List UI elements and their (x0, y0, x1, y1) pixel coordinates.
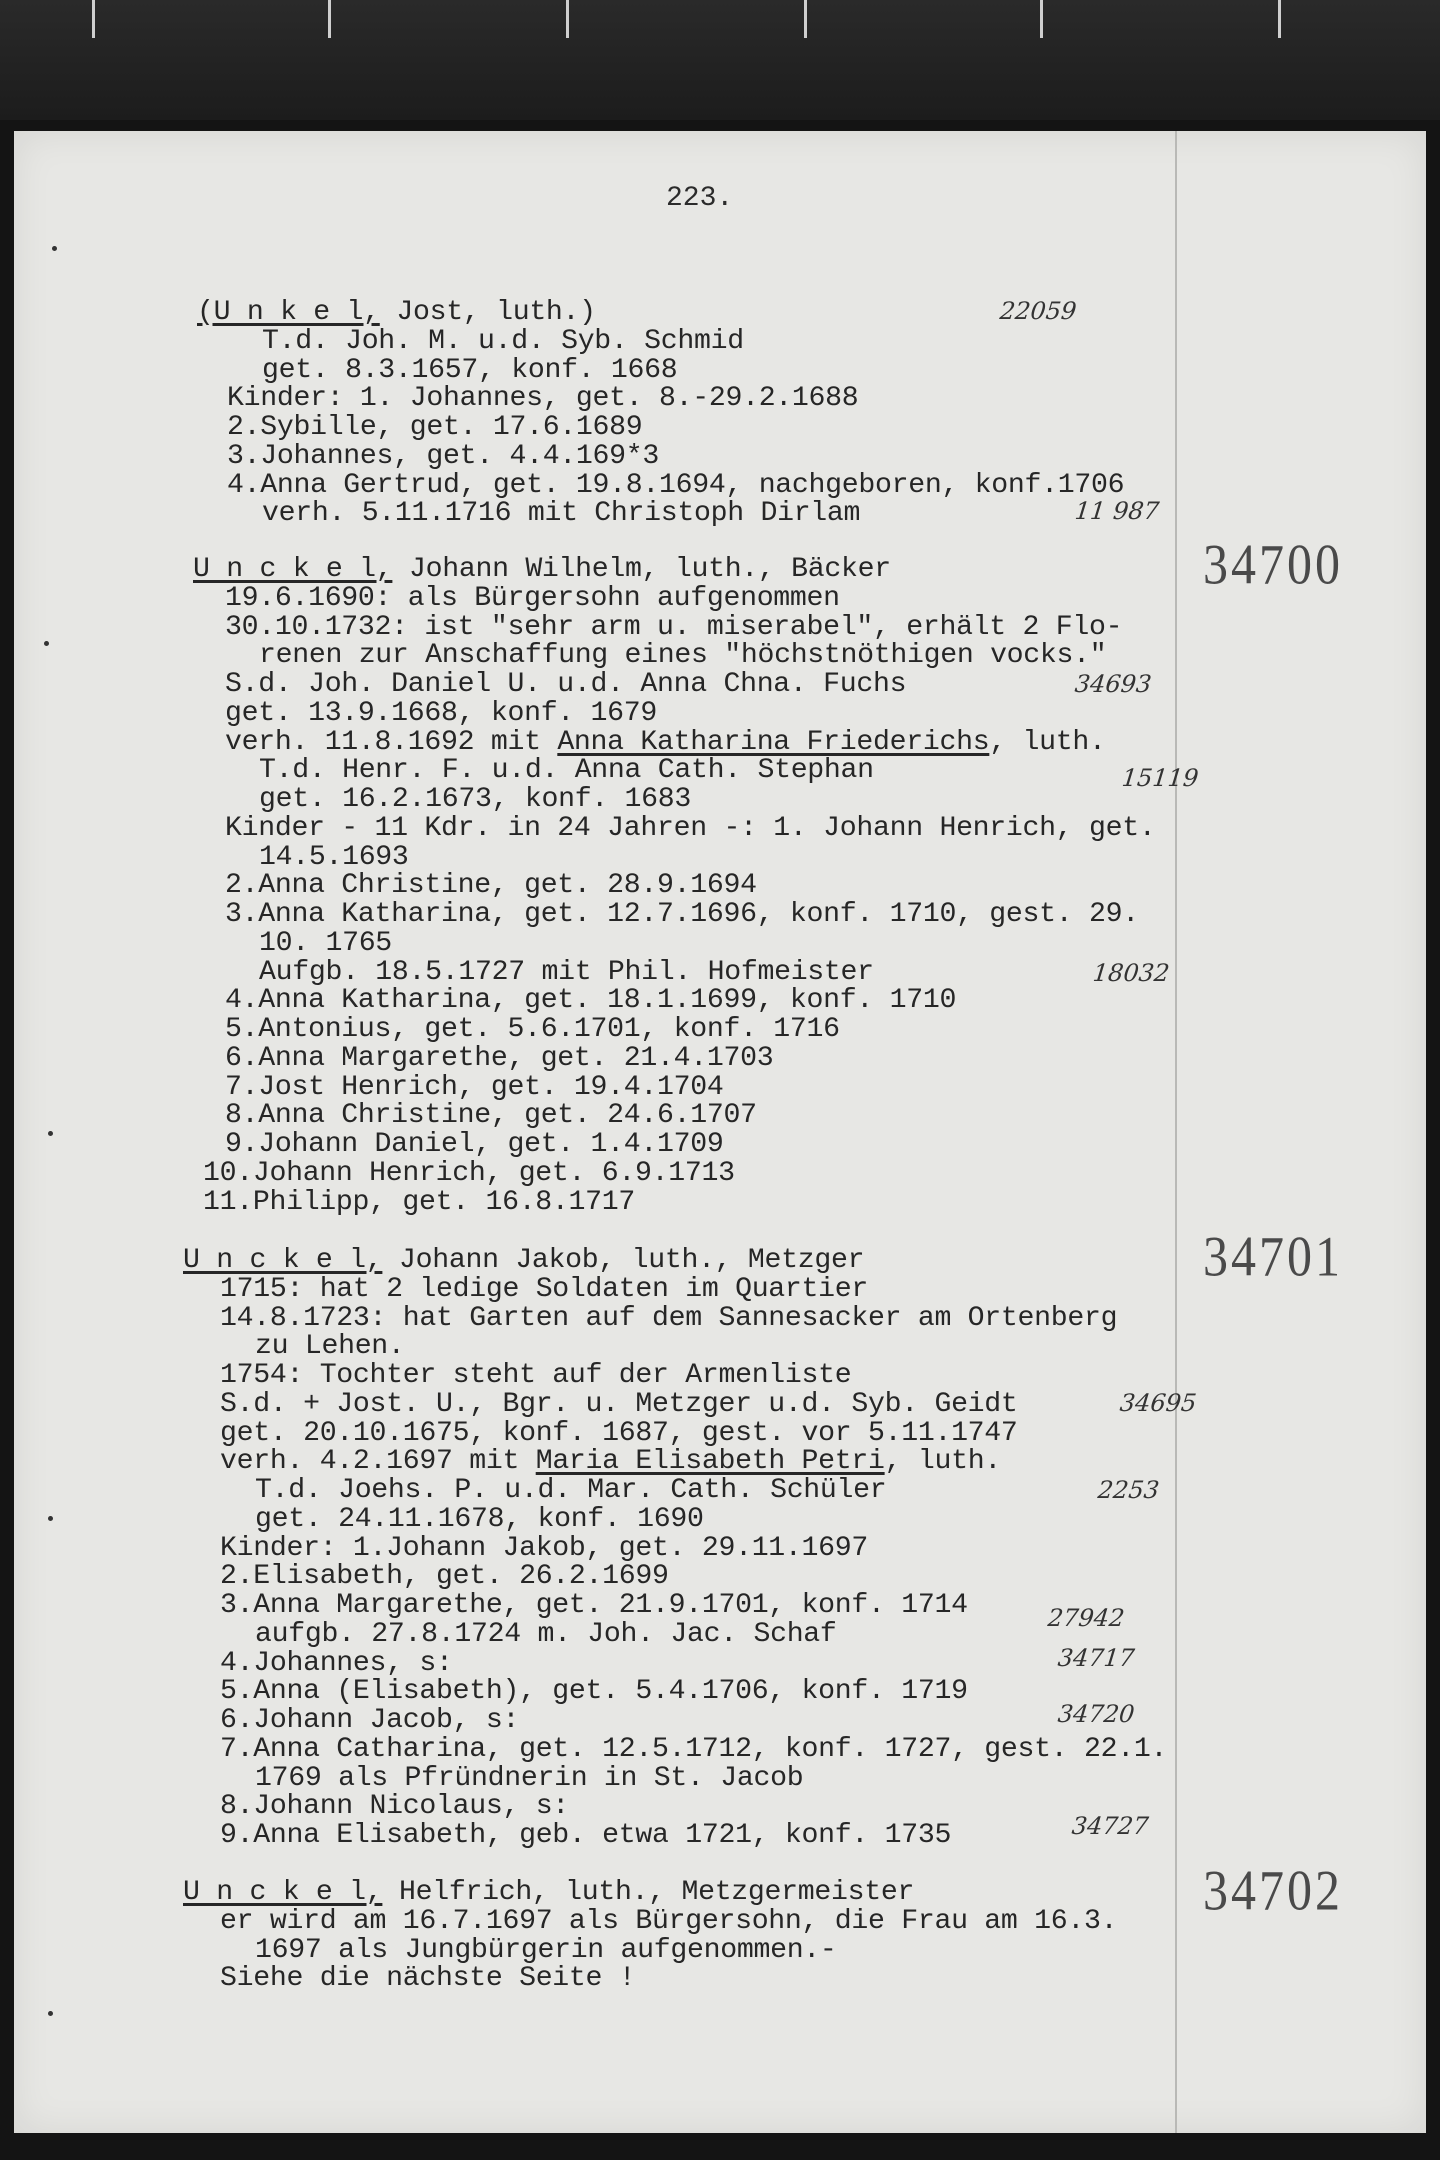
entry-line: Siehe die nächste Seite ! (220, 1963, 636, 1995)
entry-text: verh. 4.2.1697 mit (220, 1446, 536, 1478)
record-number-stamp: 34702 (1203, 1857, 1343, 1923)
entry-line: S.d. + Jost. U., Bgr. u. Metzger u.d. Syb. Geidt (220, 1388, 1018, 1420)
handwritten-reference-number: 34717 (1056, 1644, 1136, 1672)
punch-mark (44, 641, 49, 646)
entry-line: 5.Antonius, get. 5.6.1701, konf. 1716 (225, 1014, 840, 1045)
entry-text: Johann Jakob, luth., Metzger (382, 1245, 865, 1276)
entry-line: 6.Johann Jacob, s: (220, 1705, 520, 1736)
entry-line: 1715: hat 2 ledige Soldaten im Quartier (220, 1273, 868, 1305)
handwritten-reference-number: 18032 (1091, 959, 1171, 987)
handwritten-reference-number: 34720 (1056, 1700, 1136, 1728)
handwritten-reference-number: 34727 (1070, 1812, 1150, 1840)
entry-line: get. 20.10.1675, konf. 1687, gest. vor 5.11.1747 (220, 1417, 1018, 1449)
entry-line: 10. 1765 (259, 927, 392, 959)
punch-mark (52, 246, 57, 251)
entry-line: T.d. Joehs. P. u.d. Mar. Cath. Schüler (255, 1475, 887, 1506)
entry-line: 5.Anna (Elisabeth), get. 5.4.1706, konf. 1719 (220, 1676, 968, 1708)
entry-heading (183, 1247, 864, 1275)
handwritten-reference-number: 34695 (1118, 1389, 1198, 1417)
entry-line: 9.Anna Elisabeth, geb. etwa 1721, konf. 1735 (220, 1820, 952, 1851)
page-number: 223. (666, 183, 734, 214)
underlined-name: U n c k e l, (183, 1877, 383, 1908)
entry-line: 2.Anna Christine, get. 28.9.1694 (225, 870, 757, 902)
entry-text: verh. 11.8.1692 mit (225, 726, 558, 758)
entry-line: 1754: Tochter steht auf der Armenliste (220, 1360, 852, 1391)
entry-line: 7.Jost Henrich, get. 19.4.1704 (225, 1071, 724, 1103)
entry-line (225, 726, 1106, 758)
entry-line: 3.Anna Margarethe, get. 21.9.1701, konf. 1714 (220, 1590, 968, 1621)
entry-heading (193, 556, 891, 584)
entry-line: er wird am 16.7.1697 als Bürgersohn, die Frau am 16.3. (220, 1905, 1118, 1937)
entry-line: 2.Sybille, get. 17.6.1689 (227, 412, 643, 443)
handwritten-reference-number: 27942 (1046, 1604, 1126, 1632)
entry-line: 7.Anna Catharina, get. 12.5.1712, konf. 1727, gest. 22.1. (220, 1733, 1168, 1765)
border-mark (566, 0, 569, 38)
record-number-stamp: 34701 (1203, 1223, 1343, 1289)
entry-heading (183, 1879, 914, 1907)
handwritten-reference-number: 2253 (1096, 1476, 1161, 1504)
entry-line: 9.Johann Daniel, get. 1.4.1709 (225, 1129, 724, 1160)
entry-text: Helfrich, luth., Metzgermeister (382, 1877, 915, 1908)
entry-line: 10.Johann Henrich, get. 6.9.1713 (203, 1157, 735, 1189)
entry-line: 2.Elisabeth, get. 26.2.1699 (220, 1561, 669, 1593)
entry-line: 1697 als Jungbürgerin aufgenommen.- (255, 1934, 837, 1966)
entry-line: 8.Johann Nicolaus, s: (220, 1791, 569, 1823)
underlined-name: U n c k e l, (183, 1245, 383, 1276)
handwritten-reference-number: 15119 (1120, 764, 1200, 792)
entry-line: get. 24.11.1678, konf. 1690 (255, 1503, 704, 1535)
border-mark (804, 0, 807, 38)
entry-line (220, 1448, 1001, 1476)
entry-line: 14.5.1693 (259, 841, 409, 873)
entry-line: Aufgb. 18.5.1727 mit Phil. Hofmeister (259, 956, 874, 988)
entry-line: get. 16.2.1673, konf. 1683 (259, 784, 691, 815)
entry-line: verh. 5.11.1716 mit Christoph Dirlam (262, 498, 861, 530)
underlined-name: U n c k e l, (193, 554, 393, 585)
punch-mark (48, 2011, 53, 2016)
entry-line: Kinder: 1. Johannes, get. 8.-29.2.1688 (227, 383, 859, 415)
entry-line: aufgb. 27.8.1724 m. Joh. Jac. Schaf (255, 1618, 837, 1650)
entry-text: , luth. (989, 726, 1106, 758)
border-mark (1040, 0, 1043, 38)
record-number-stamp: 34700 (1203, 531, 1343, 597)
border-mark (328, 0, 331, 38)
entry-heading (197, 299, 596, 327)
handwritten-reference-number: 11 987 (1073, 497, 1161, 525)
handwritten-reference-number: 22059 (998, 297, 1078, 325)
entry-line: 3.Johannes, get. 4.4.169*3 (227, 440, 659, 472)
entry-line: 30.10.1732: ist "sehr arm u. miserabel", erhält 2 Flo- (225, 611, 1123, 643)
scanner-border (0, 0, 1440, 120)
entry-line: 4.Anna Katharina, get. 18.1.1699, konf. 1710 (225, 985, 957, 1017)
entry-line: zu Lehen. (255, 1331, 405, 1363)
entry-line: 3.Anna Katharina, get. 12.7.1696, konf. 1710, gest. 29. (225, 899, 1139, 930)
margin-rule (1175, 131, 1177, 2133)
entry-text: Jost, luth.) (379, 297, 596, 328)
underlined-name: (U n k e l, (197, 297, 380, 328)
entry-line: 6.Anna Margarethe, get. 21.4.1703 (225, 1042, 774, 1074)
entry-line: get. 8.3.1657, konf. 1668 (262, 354, 678, 386)
entry-line: T.d. Joh. M. u.d. Syb. Schmid (262, 325, 744, 357)
punch-mark (48, 1516, 53, 1521)
entry-line: Kinder - 11 Kdr. in 24 Jahren -: 1. Johann Henrich, get. (225, 812, 1156, 844)
document-page (14, 131, 1426, 2133)
entry-line: get. 13.9.1668, konf. 1679 (225, 697, 657, 729)
underlined-name: Maria Elisabeth Petri (535, 1446, 885, 1478)
entry-line: 19.6.1690: als Bürgersohn aufgenommen (225, 582, 840, 614)
entry-text: Johann Wilhelm, luth., Bäcker (392, 554, 891, 585)
handwritten-reference-number: 34693 (1073, 670, 1153, 698)
entry-line: 4.Johannes, s: (220, 1647, 453, 1679)
border-mark (1278, 0, 1281, 38)
punch-mark (48, 1131, 53, 1136)
underlined-name: Anna Katharina Friederichs (557, 726, 990, 758)
entry-text: , luth. (884, 1446, 1001, 1478)
entry-line: 8.Anna Christine, get. 24.6.1707 (225, 1100, 757, 1132)
entry-line: Kinder: 1.Johann Jakob, get. 29.11.1697 (220, 1532, 868, 1564)
entry-line: T.d. Henr. F. u.d. Anna Cath. Stephan (259, 755, 874, 787)
entry-line: 4.Anna Gertrud, get. 19.8.1694, nachgeboren, konf.1706 (227, 469, 1125, 501)
entry-line: renen zur Anschaffung eines "höchstnöthigen vocks." (259, 640, 1107, 672)
entry-line: 14.8.1723: hat Garten auf dem Sannesacker am Ortenberg (220, 1302, 1118, 1334)
entry-line: 1769 als Pfründnerin in St. Jacob (255, 1762, 804, 1794)
entry-line: S.d. Joh. Daniel U. u.d. Anna Chna. Fuchs (225, 669, 907, 700)
entry-line: 11.Philipp, get. 16.8.1717 (203, 1186, 635, 1218)
border-mark (92, 0, 95, 38)
